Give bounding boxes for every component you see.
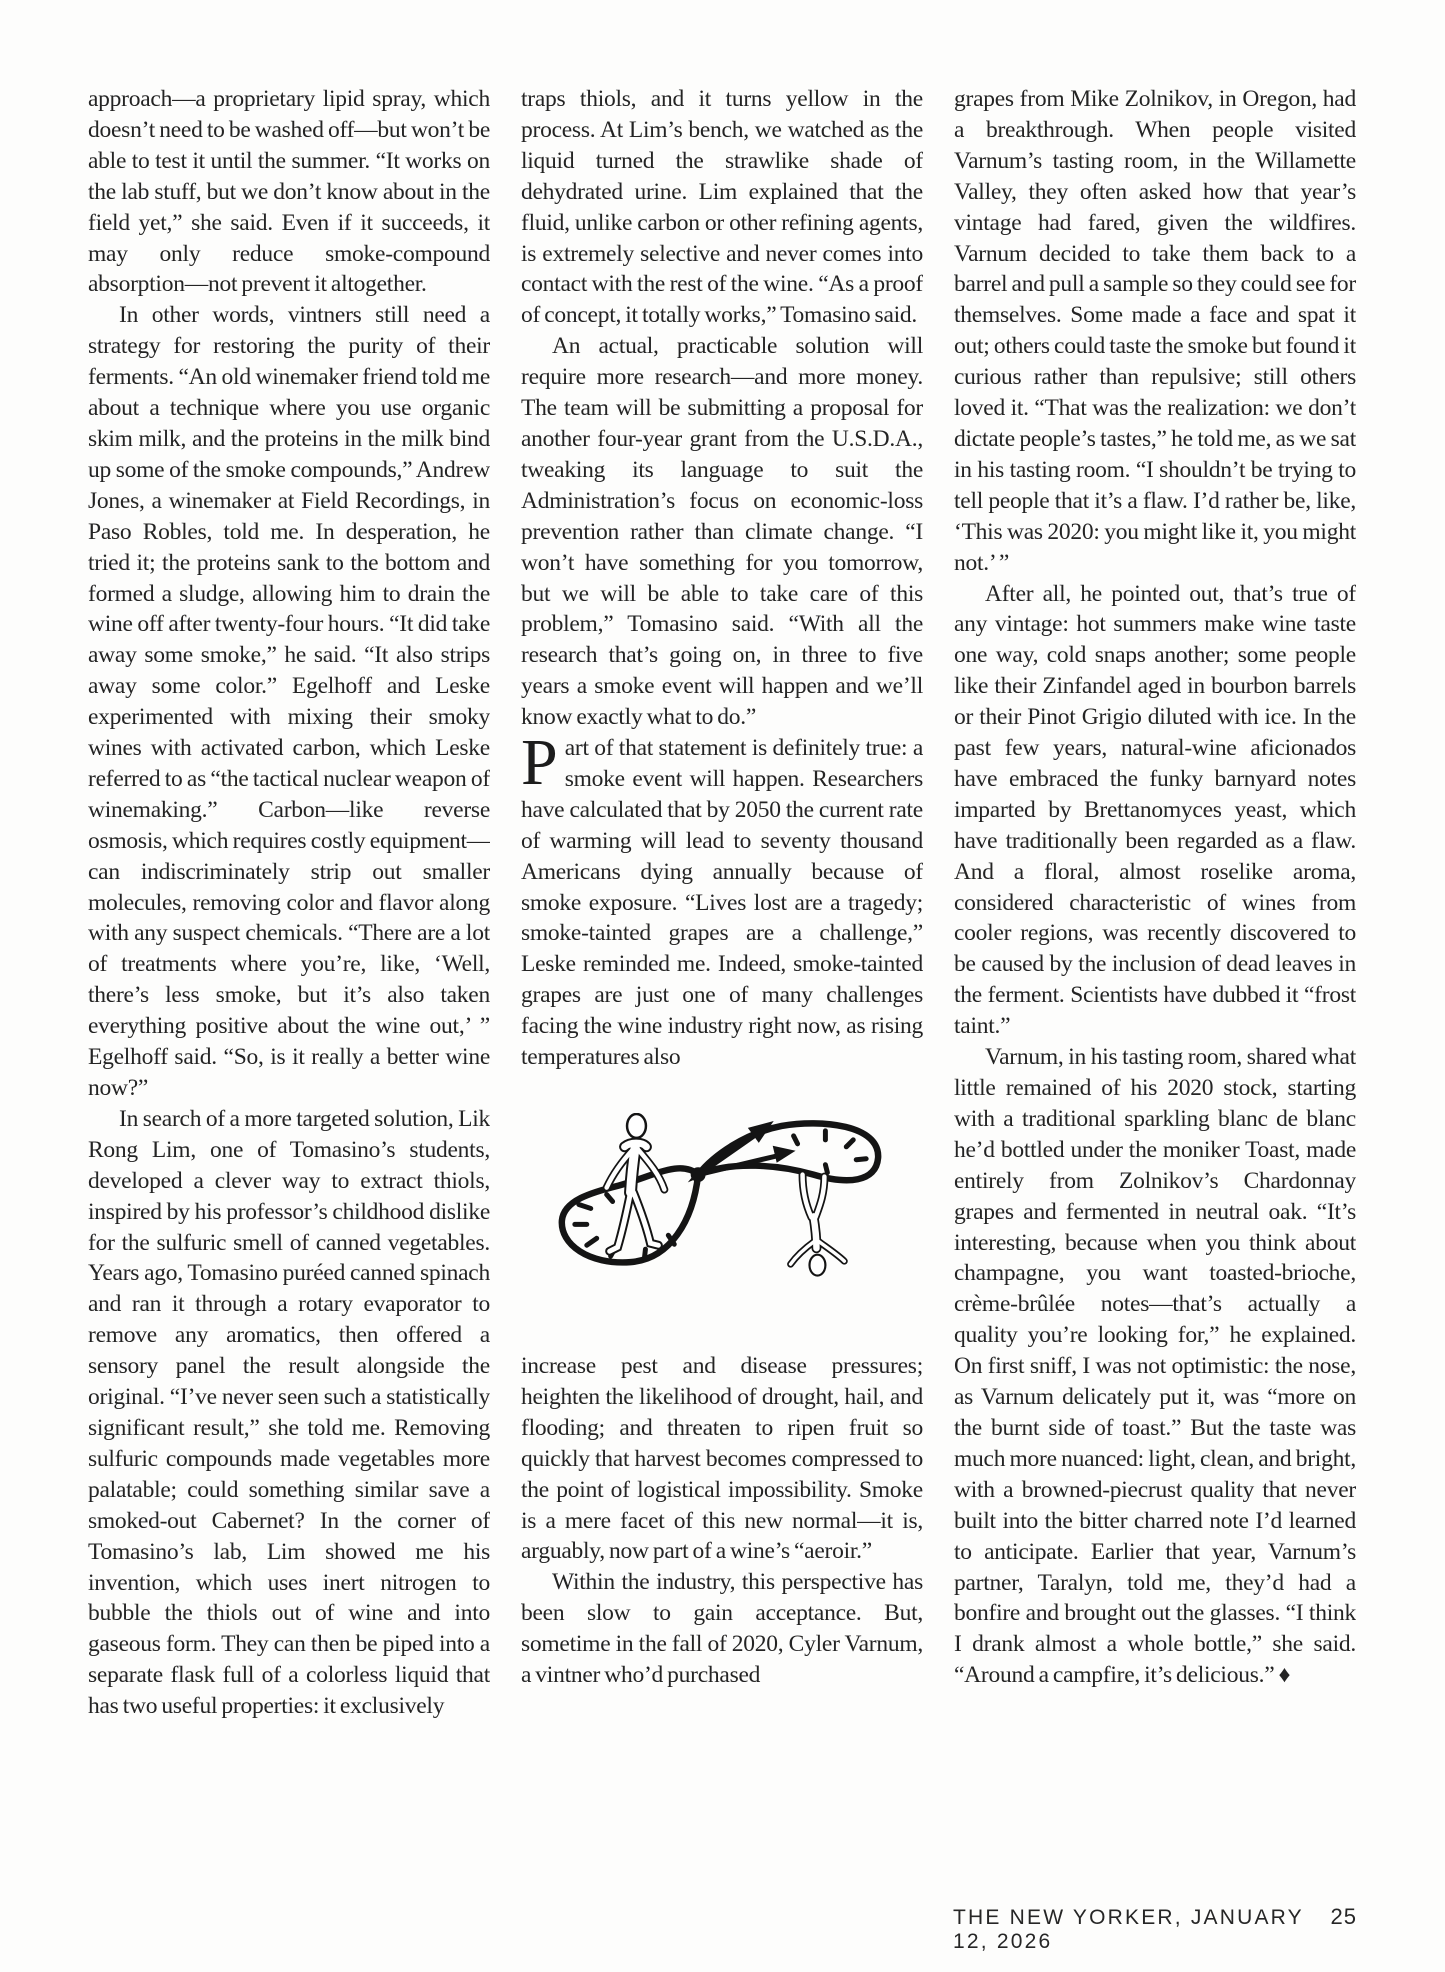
article-body bbox=[88, 84, 1356, 1908]
walking-figure bbox=[607, 1114, 665, 1251]
text-column-2 bbox=[521, 84, 923, 1908]
paragraph: grapes from Mike Zolnikov, in Oregon, had a breakthrough. When people visited Varnum’s tasting room, in the Willamette Valley, they often asked how that year’s vintage had fared, given the wildfires. Varnum decided to take them back to a barrel and pull a sample so they could see for themselves. Some made a face and spat it out; others could taste the smoke but found it curious rather than repulsive; still others loved it. “That was the realization: we don’t dictate people’s tastes,” he told me, as we sat in his tasting room. “I shouldn’t be trying to tell people that it’s a flaw. I’d rather be, like, ‘This was 2020: you might like it, you might not.’ ” bbox=[954, 86, 1356, 576]
issue-date-footer: THE NEW YORKER, JANUARY 12, 2026 bbox=[953, 1906, 1304, 1953]
drop-cap: P bbox=[521, 726, 558, 800]
paragraph-dropcap bbox=[521, 726, 923, 1073]
upside-down-figure bbox=[791, 1175, 845, 1276]
text-column-1 bbox=[88, 84, 490, 1908]
text-column-3 bbox=[954, 84, 1356, 1908]
paragraph: In search of a more targeted solution, Lik Rong Lim, one of Tomasino’s students, developed a clever way to extract thiols, inspired by his professor’s childhood dislike for the sulfuric smell of canned vegetables. Years ago, Tomasino puréed canned spinach and ran it through a rotary evaporator to remove any aromatics, then offered a sensory panel the result alongside the original. “I’ve never seen such a statistically significant result,” she told me. Removing sulfuric compounds made vegetables more palatable; could something similar save a smoked-out Cabernet? In the corner of Tomasino’s lab, Lim showed me his invention, which uses inert nitrogen to bubble the thiols out of wine and into gaseous form. They can then be piped into a separate flask full of a colorless liquid that has two useful properties: it exclusively bbox=[88, 1105, 490, 1720]
paragraph: Varnum, in his tasting room, shared what little remained of his 2020 stock, starting with a traditional sparkling blanc de blanc he’d bottled under the moniker Toast, made entirely from Zolnikov’s Chardonnay grapes and fermented in neutral oak. “It’s interesting, because when you think about champagne, you want toasted-brioche, crème-brûlée notes—that’s actually a quality you’re looking for,” he explained. On first sniff, I was not optimistic: the nose, as Varnum delicately put it, was “more on the burnt side of toast.” But the taste was much more nuanced: light, clean, and bright, with a browned-piecrust quality that never built into the bitter charred note I’d learned to anticipate. Earlier that year, Varnum’s partner, Taralyn, told me, they’d had a bonfire and brought out the glasses. “I think I drank almost a whole bottle,” she said. “Around a campfire, it’s delicious.” ♦ bbox=[954, 1044, 1356, 1689]
paragraph: approach—a proprietary lipid spray, which doesn’t need to be washed off—but won’t be able to test it until the summer. “It works on the lab stuff, but we don’t know about in the field yet,” she said. Even if it succeeds, it may only reduce smoke-compound absorption—not prevent it altogether. bbox=[88, 86, 490, 298]
infinity-clock-illustration bbox=[556, 1113, 888, 1287]
paragraph: In other words, vintners still need a strategy for restoring the purity of their ferments. “An old winemaker friend told me about a technique where you use organic skim milk, and the proteins in the milk bind up some of the smoke compounds,” Andrew Jones, a winemaker at Field Recordings, in Paso Robles, told me. In desperation, he tried it; the proteins sank to the bottom and formed a sludge, allowing him to drain the wine off after twenty-four hours. “It did take away some smoke,” he said. “It also strips away some color.” Egelhoff and Leske experimented with mixing their smoky wines with activated carbon, which Leske referred to as “the tactical nuclear weapon of winemaking.” Carbon—like reverse osmosis, which requires costly equipment—can indiscriminately strip out smaller molecules, removing color and flavor along with any suspect chemicals. “There are a lot of treatments where you’re, like, ‘Well, there’s less smoke, but it’s also taken everything positive about the wine out,’ ” Egelhoff said. “So, is it really a better wine now?” bbox=[88, 302, 490, 1101]
paragraph: An actual, practicable solution will require more research—and more money. The team will be submitting a proposal for another four-year grant from the U.S.D.A., tweaking its language to suit the Administration’s focus on economic-loss prevention rather than climate change. “I won’t have something for you tomorrow, but we will be able to take care of this problem,” Tomasino said. “With all the research that’s going on, in three to five years a smoke event will happen and we’ll know exactly what to do.” bbox=[521, 333, 923, 731]
page-number: 25 bbox=[1330, 1904, 1357, 1929]
paragraph-text: art of that statement is definitely true: a smoke event will happen. Researchers have calculated that by 2050 the current rate of warming will lead to seventy thousand Americans dying annually because of smoke exposure. “Lives lost are a tragedy; smoke-tainted grapes are a challenge,” Leske reminded me. Indeed, smoke-tainted grapes are just one of many challenges facing the wine industry right now, as rising temperatures also bbox=[521, 735, 923, 1071]
paragraph: Within the industry, this perspective has been slow to gain acceptance. But, sometime in the fall of 2020, Cyler Varnum, a vintner who’d purchased bbox=[521, 1569, 923, 1689]
paragraph: After all, he pointed out, that’s true of any vintage: hot summers make wine taste one way, cold snaps another; some people like their Zinfandel aged in bourbon barrels or their Pinot Grigio diluted with ice. In the past few years, natural-wine aficionados have embraced the funky barnyard notes imparted by Brettanomyces yeast, which have traditionally been regarded as a flaw. And a floral, almost roselike aroma, considered characteristic of wines from cooler regions, was recently discovered to be caused by the inclusion of dead leaves in the ferment. Scientists have dubbed it “frost taint.” bbox=[954, 580, 1356, 1040]
paragraph: increase pest and disease pressures; heighten the likelihood of drought, hail, and flooding; and threaten to ripen fruit so quickly that harvest becomes compressed to the point of logistical impossibility. Smoke is a mere facet of this new normal—it is, arguably, now part of a wine’s “aeroir.” bbox=[521, 1353, 923, 1565]
page-footer bbox=[953, 1904, 1357, 1954]
paragraph: traps thiols, and it turns yellow in the process. At Lim’s bench, we watched as the liquid turned the strawlike shade of dehydrated urine. Lim explained that the fluid, unlike carbon or other refining agents, is extremely selective and never comes into contact with the rest of the wine. “As a proof of concept, it totally works,” Tomasino said. bbox=[521, 86, 923, 329]
infinity-clock-svg bbox=[556, 1113, 888, 1287]
